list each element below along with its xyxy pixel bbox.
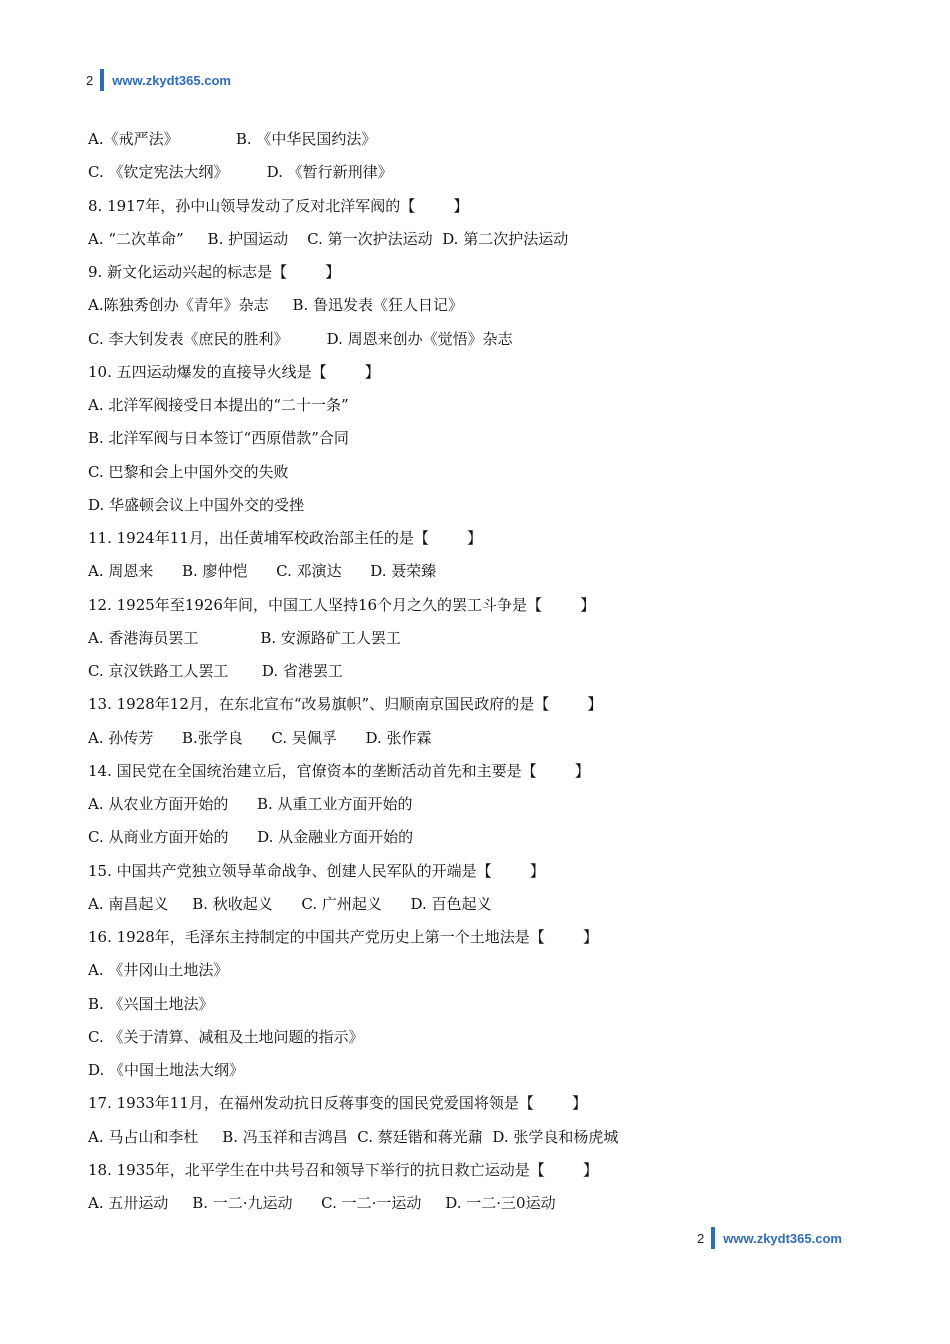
page-footer — [697, 1226, 842, 1250]
option-line: A. 马占山和李杜 B. 冯玉祥和吉鸿昌 C. 蔡廷锴和蒋光鼐 D. 张学良和杨虎城 — [88, 1127, 619, 1146]
option-line: A. 从农业方面开始的 B. 从重工业方面开始的 — [88, 795, 413, 813]
option-line: D. 华盛顿会议上中国外交的受挫 — [88, 495, 305, 514]
question-line: 11. 1924年11月，出任黄埔军校政治部主任的是【 】 — [88, 529, 483, 547]
option-line: A.《戒严法》 B. 《中华民国约法》 — [88, 130, 377, 148]
option-line: D. 《中国土地法大纲》 — [88, 1061, 245, 1079]
option-line: A. 香港海员罢工 B. 安源路矿工人罢工 — [88, 628, 401, 647]
page-header — [86, 68, 231, 92]
option-line: C. 《关于清算、减租及土地问题的指示》 — [88, 1027, 364, 1046]
header-accent-bar — [100, 69, 104, 91]
option-line: A. 孙传芳 B.张学良 C. 吴佩孚 D. 张作霖 — [88, 728, 432, 747]
question-line: 13. 1928年12月，在东北宣布“改易旗帜”、归顺南京国民政府的是【 】 — [88, 695, 603, 714]
question-line: 9. 新文化运动兴起的标志是【 】 — [88, 263, 341, 281]
question-line: 8. 1917年，孙中山领导发动了反对北洋军阀的【 】 — [88, 196, 469, 215]
option-line: C. 京汉铁路工人罢工 D. 省港罢工 — [88, 662, 343, 680]
option-line: B. 《兴国土地法》 — [88, 994, 214, 1013]
option-line: A. “二次革命” B. 护国运动 C. 第一次护法运动 D. 第二次护法运动 — [88, 229, 569, 248]
question-line: 14. 国民党在全国统治建立后，官僚资本的垄断活动首先和主要是【 】 — [88, 761, 590, 780]
question-line: 16. 1928年，毛泽东主持制定的中国共产党历史上第一个土地法是【 】 — [88, 928, 598, 946]
option-line: A. 南昌起义 B. 秋收起义 C. 广州起义 D. 百色起义 — [88, 894, 492, 913]
question-line: 12. 1925年至1926年间，中国工人坚持16个月之久的罢工斗争是【 】 — [88, 595, 596, 614]
question-line: 15. 中国共产党独立领导革命战争、创建人民军队的开端是【 】 — [88, 861, 545, 880]
option-line: B. 北洋军阀与日本签订“西原借款”合同 — [88, 429, 349, 448]
option-line: A. 周恩来 B. 廖仲恺 C. 邓演达 D. 聂荣臻 — [88, 562, 437, 581]
option-line: A. 《井冈山土地法》 — [88, 961, 229, 980]
footer-accent-bar — [711, 1227, 715, 1249]
option-line: A.陈独秀创办《青年》杂志 B. 鲁迅发表《狂人日记》 — [88, 296, 464, 315]
option-line: C. 《钦定宪法大纲》 D. 《暂行新刑律》 — [88, 163, 393, 182]
question-line: 18. 1935年，北平学生在中共号召和领导下举行的抗日救亡运动是【 】 — [88, 1160, 598, 1179]
option-line: C. 从商业方面开始的 D. 从金融业方面开始的 — [88, 828, 414, 847]
option-line: A. 北洋军阀接受日本提出的“二十一条” — [88, 396, 349, 414]
footer-site-link[interactable]: www.zkydt365.com — [723, 1230, 842, 1246]
header-page-number: 2 — [86, 72, 94, 88]
question-line: 10. 五四运动爆发的直接导火线是【 】 — [88, 362, 380, 381]
option-line: C. 李大钊发表《庶民的胜利》 D. 周恩来创办《觉悟》杂志 — [88, 329, 513, 348]
footer-page-number: 2 — [697, 1230, 705, 1246]
question-line: 17. 1933年11月，在福州发动抗日反蒋事变的国民党爱国将领是【 】 — [88, 1094, 588, 1113]
option-line: C. 巴黎和会上中国外交的失败 — [88, 462, 289, 481]
header-site-link[interactable]: www.zkydt365.com — [112, 72, 231, 88]
option-line: A. 五卅运动 B. 一二·九运动 C. 一二·一运动 D. 一二·三0运动 — [88, 1194, 556, 1212]
